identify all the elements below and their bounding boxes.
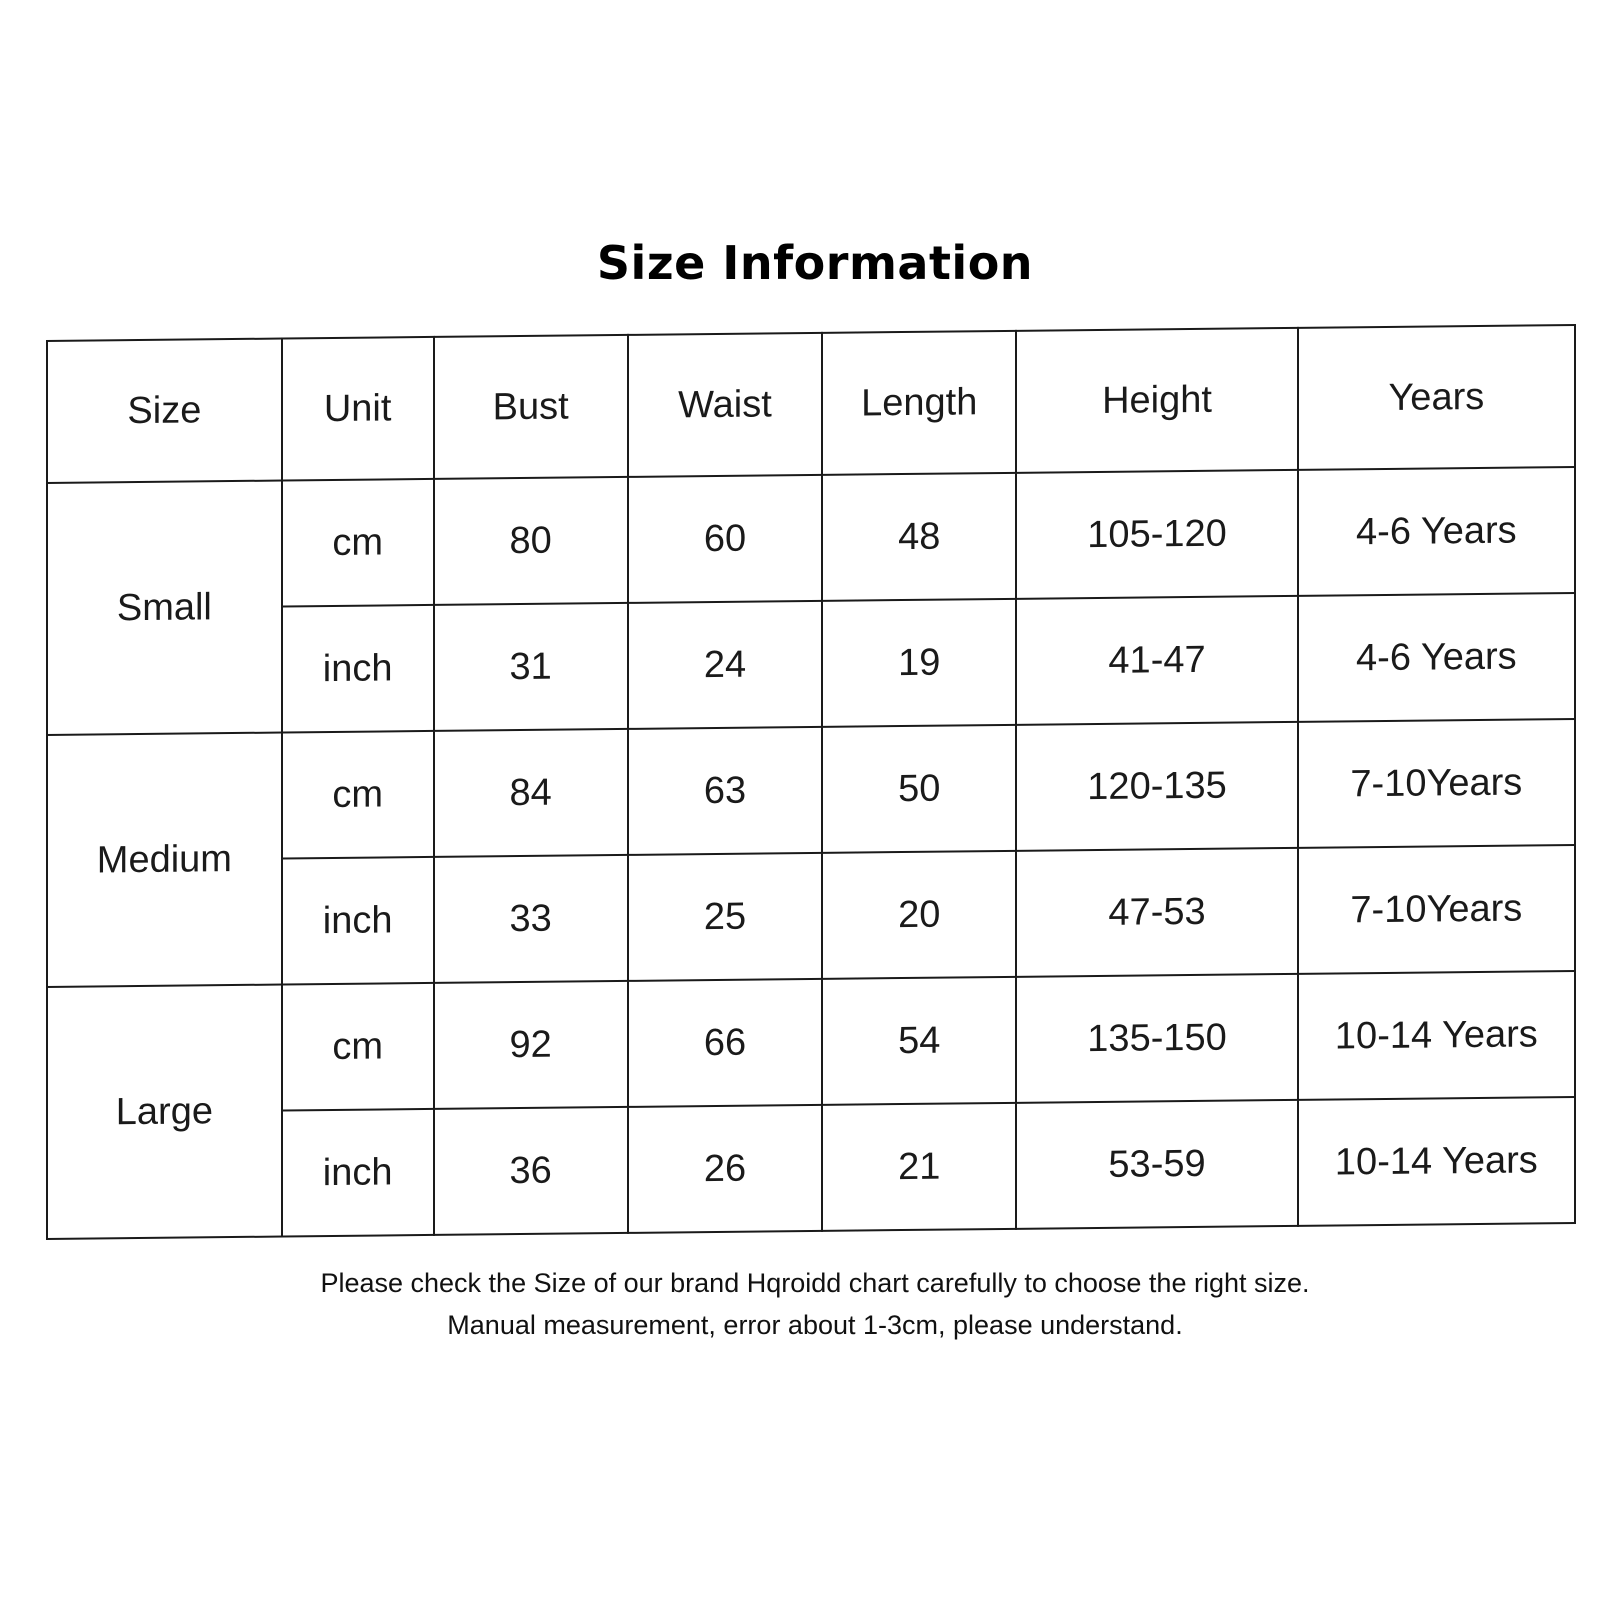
length-cell: 48 [822, 473, 1016, 601]
height-cell: 120-135 [1016, 722, 1297, 851]
size-label-medium: Medium [47, 733, 282, 987]
unit-cell: inch [282, 605, 434, 733]
size-label-large: Large [47, 985, 282, 1239]
length-cell: 19 [822, 599, 1016, 727]
measurement-error-note: Manual measurement, error about 1-3cm, please understand. [447, 1310, 1183, 1340]
years-cell: 4-6 Years [1298, 467, 1575, 596]
height-cell: 41-47 [1016, 596, 1297, 725]
years-cell: 4-6 Years [1298, 593, 1575, 722]
table-row [47, 971, 1575, 1113]
height-cell: 105-120 [1016, 470, 1297, 599]
bust-cell: 92 [434, 981, 628, 1109]
table-row [47, 719, 1575, 861]
years-cell: 10-14 Years [1298, 971, 1575, 1100]
length-cell: 54 [822, 977, 1016, 1105]
size-check-note: Please check the Size of our brand Hqroidd chart carefully to choose the right size. [320, 1268, 1310, 1298]
header-height: Height [1016, 328, 1297, 473]
height-cell: 135-150 [1016, 974, 1297, 1103]
waist-cell: 25 [628, 853, 822, 981]
header-years: Years [1298, 325, 1575, 470]
years-cell: 7-10Years [1298, 719, 1575, 848]
unit-cell: cm [282, 479, 434, 607]
page-title: Size Information [596, 236, 1034, 290]
header-unit: Unit [282, 337, 434, 481]
unit-cell: cm [282, 983, 434, 1111]
table-row [47, 467, 1575, 609]
table-header-row [47, 325, 1575, 483]
bust-cell: 80 [434, 477, 628, 605]
bust-cell: 33 [434, 855, 628, 983]
unit-cell: inch [282, 1109, 434, 1237]
length-cell: 50 [822, 725, 1016, 853]
waist-cell: 60 [628, 475, 822, 603]
unit-cell: cm [282, 731, 434, 859]
header-size: Size [47, 339, 282, 483]
waist-cell: 63 [628, 727, 822, 855]
size-label-small: Small [47, 481, 282, 735]
waist-cell: 24 [628, 601, 822, 729]
height-cell: 47-53 [1016, 848, 1297, 977]
header-bust: Bust [434, 335, 628, 479]
size-chart-table [46, 324, 1576, 1240]
length-cell: 20 [822, 851, 1016, 979]
waist-cell: 26 [628, 1105, 822, 1233]
bust-cell: 36 [434, 1107, 628, 1235]
bust-cell: 31 [434, 603, 628, 731]
header-length: Length [822, 331, 1016, 475]
years-cell: 7-10Years [1298, 845, 1575, 974]
length-cell: 21 [822, 1103, 1016, 1231]
years-cell: 10-14 Years [1298, 1097, 1575, 1226]
waist-cell: 66 [628, 979, 822, 1107]
bust-cell: 84 [434, 729, 628, 857]
unit-cell: inch [282, 857, 434, 985]
height-cell: 53-59 [1016, 1100, 1297, 1229]
header-waist: Waist [628, 333, 822, 477]
